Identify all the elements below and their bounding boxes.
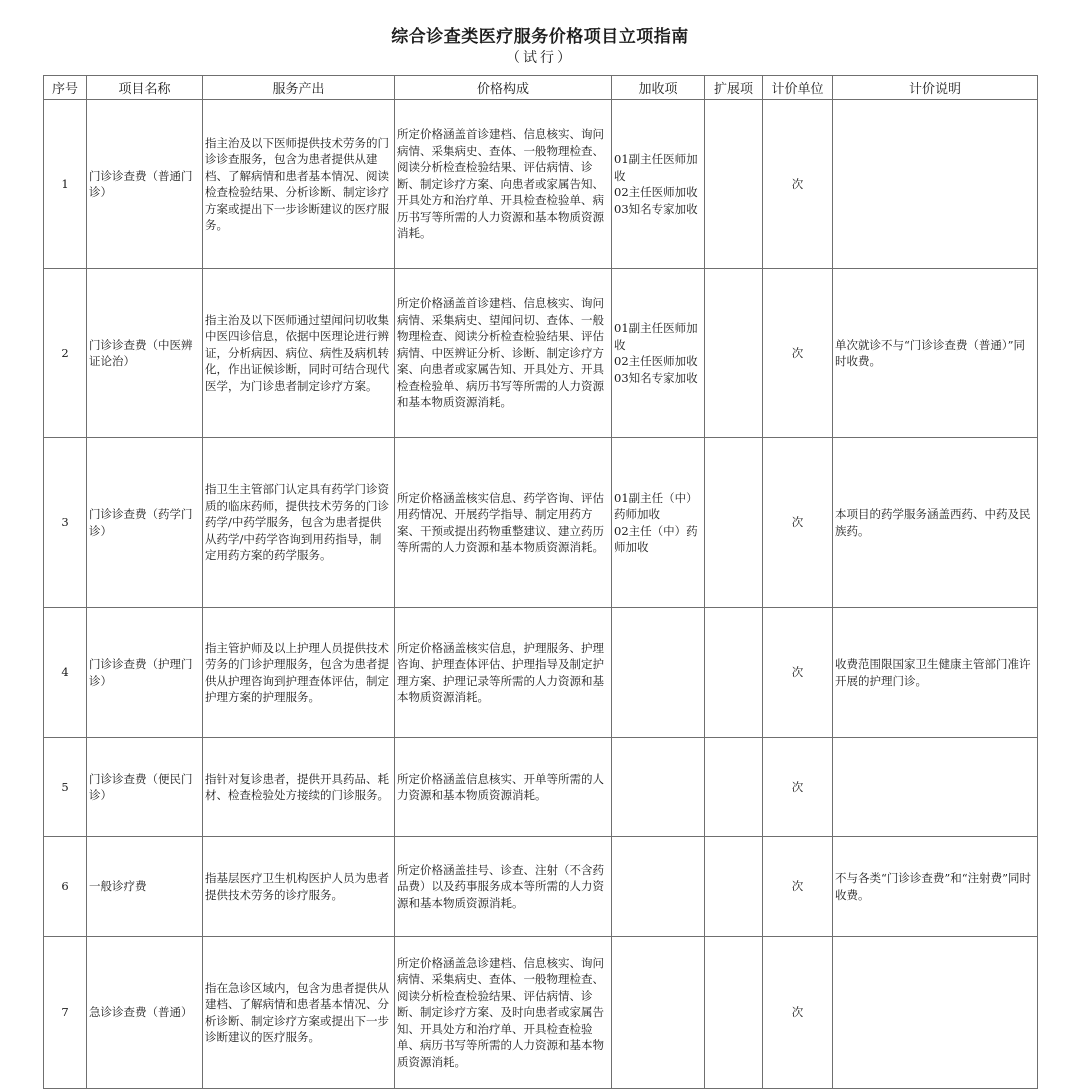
price-composition: 所定价格涵盖核实信息、药学咨询、评估用药情况、开展药学指导、制定用药方案、干预或提出药物重整建议、建立药历等所需的人力资源和基本物质资源消耗。 xyxy=(395,438,612,608)
surcharge-items xyxy=(612,608,705,738)
table-row xyxy=(44,269,1038,438)
surcharge-item: 03知名专家加收 xyxy=(614,370,698,385)
surcharge-items xyxy=(612,438,705,608)
pricing-unit: 次 xyxy=(763,438,833,608)
service-output: 指主管护师及以上护理人员提供技术劳务的门诊护理服务，包含为患者提供从护理咨询到护理查体评估，制定护理方案的护理服务。 xyxy=(203,608,395,738)
header-cell-no: 序号 xyxy=(44,76,87,100)
price-composition: 所定价格涵盖信息核实、开单等所需的人力资源和基本物质资源消耗。 xyxy=(395,738,612,837)
surcharge-items xyxy=(612,738,705,837)
surcharge-item: 02主任医师加收 xyxy=(614,354,698,368)
surcharge-items xyxy=(612,937,705,1089)
service-output: 指针对复诊患者，提供开具药品、耗材、检查检验处方接续的门诊服务。 xyxy=(203,738,395,837)
pricing-note xyxy=(833,738,1038,837)
surcharge-items xyxy=(612,269,705,438)
table-row xyxy=(44,937,1038,1089)
item-name: 门诊诊查费（护理门诊） xyxy=(87,608,203,738)
header-cell-extra: 加收项 xyxy=(612,76,705,100)
price-composition: 所定价格涵盖首诊建档、信息核实、询问病情、采集病史、查体、一般物理检查、阅读分析检查检验结果、评估病情、诊断、制定诊疗方案、向患者或家属告知、开具处方和治疗单、开具检查检验单、病历书写等所需的人力资源和基本物质资源消耗。 xyxy=(395,100,612,269)
header-cell-note: 计价说明 xyxy=(833,76,1038,100)
expansion-items xyxy=(705,608,763,738)
pricing-unit: 次 xyxy=(763,269,833,438)
pricing-note xyxy=(833,100,1038,269)
header-cell-price: 价格构成 xyxy=(395,76,612,100)
service-output: 指在急诊区域内，包含为患者提供从建档、了解病情和患者基本情况、分析诊断、制定诊疗方案或提出下一步诊断建议的医疗服务。 xyxy=(203,937,395,1089)
surcharge-item: 03知名专家加收 xyxy=(614,201,698,216)
row-number: 3 xyxy=(44,438,87,608)
pricing-unit: 次 xyxy=(763,738,833,837)
row-number: 2 xyxy=(44,269,87,438)
price-composition: 所定价格涵盖首诊建档、信息核实、询问病情、采集病史、望闻问切、查体、一般物理检查、阅读分析检查检验结果、评估病情、中医辨证分析、诊断、制定诊疗方案、向患者或家属告知、开具处方、开具检查检验单、病历书写等所需的人力资源和基本物质资源消耗。 xyxy=(395,269,612,438)
price-composition: 所定价格涵盖急诊建档、信息核实、询问病情、采集病史、查体、一般物理检查、阅读分析检查检验结果、评估病情、诊断、制定诊疗方案、及时向患者或家属告知、开具处方和治疗单、开具检查检验单、病历书写等所需的人力资源和基本物质资源消耗。 xyxy=(395,937,612,1089)
expansion-items xyxy=(705,100,763,269)
table-row xyxy=(44,438,1038,608)
document-subtitle: （试行） xyxy=(506,50,574,66)
table-row xyxy=(44,738,1038,837)
pricing-note: 不与各类“门诊诊查费”和“注射费”同时收费。 xyxy=(833,837,1038,937)
table-header-row xyxy=(44,76,1038,100)
item-name: 门诊诊查费（中医辨证论治） xyxy=(87,269,203,438)
row-number: 5 xyxy=(44,738,87,837)
surcharge-items xyxy=(612,100,705,269)
surcharge-item: 01副主任（中）药师加收 xyxy=(614,490,698,521)
service-output: 指卫生主管部门认定具有药学门诊资质的临床药师，提供技术劳务的门诊药学/中药学服务，包含为患者提供从药学/中药学咨询到用药指导，制定用药方案的药学服务。 xyxy=(203,438,395,608)
item-name: 门诊诊查费（普通门诊） xyxy=(87,100,203,269)
row-number: 1 xyxy=(44,100,87,269)
surcharge-item: 01副主任医师加收 xyxy=(614,152,698,183)
expansion-items xyxy=(705,269,763,438)
header-cell-output: 服务产出 xyxy=(203,76,395,100)
item-name: 急诊诊查费（普通） xyxy=(87,937,203,1089)
price-composition: 所定价格涵盖核实信息，护理服务、护理咨询、护理查体评估、护理指导及制定护理方案、护理记录等所需的人力资源和基本物质资源消耗。 xyxy=(395,608,612,738)
row-number: 7 xyxy=(44,937,87,1089)
row-number: 6 xyxy=(44,837,87,937)
pricing-note: 单次就诊不与“门诊诊查费（普通）”同时收费。 xyxy=(833,269,1038,438)
pricing-note xyxy=(833,937,1038,1089)
header-cell-expand: 扩展项 xyxy=(705,76,763,100)
table-row xyxy=(44,608,1038,738)
expansion-items xyxy=(705,438,763,608)
header-cell-name: 项目名称 xyxy=(87,76,203,100)
pricing-table xyxy=(43,75,1038,1089)
surcharge-item: 02主任（中）药师加收 xyxy=(614,523,698,554)
expansion-items xyxy=(705,937,763,1089)
service-output: 指主治及以下医师通过望闻问切收集中医四诊信息，依据中医理论进行辨证，分析病因、病位、病性及病机转化，作出证候诊断，同时可结合现代医学，为门诊患者制定诊疗方案。 xyxy=(203,269,395,438)
item-name: 门诊诊查费（药学门诊） xyxy=(87,438,203,608)
header-cell-unit: 计价单位 xyxy=(763,76,833,100)
expansion-items xyxy=(705,837,763,937)
pricing-note: 收费范围限国家卫生健康主管部门准许开展的护理门诊。 xyxy=(833,608,1038,738)
surcharge-item: 02主任医师加收 xyxy=(614,185,698,199)
pricing-note: 本项目的药学服务涵盖西药、中药及民族药。 xyxy=(833,438,1038,608)
row-number: 4 xyxy=(44,608,87,738)
pricing-unit: 次 xyxy=(763,100,833,269)
pricing-unit: 次 xyxy=(763,608,833,738)
table-row xyxy=(44,837,1038,937)
pricing-unit: 次 xyxy=(763,837,833,937)
expansion-items xyxy=(705,738,763,837)
document-title: 综合诊查类医疗服务价格项目立项指南 xyxy=(391,27,689,47)
item-name: 门诊诊查费（便民门诊） xyxy=(87,738,203,837)
price-composition: 所定价格涵盖挂号、诊查、注射（不含药品费）以及药事服务成本等所需的人力资源和基本物质资源消耗。 xyxy=(395,837,612,937)
surcharge-items xyxy=(612,837,705,937)
pricing-unit: 次 xyxy=(763,937,833,1089)
table-row xyxy=(44,100,1038,269)
service-output: 指基层医疗卫生机构医护人员为患者提供技术劳务的诊疗服务。 xyxy=(203,837,395,937)
service-output: 指主治及以下医师提供技术劳务的门诊诊查服务，包含为患者提供从建档、了解病情和患者基本情况、阅读检查检验结果、分析诊断、制定诊疗方案或提出下一步诊断建议的医疗服务。 xyxy=(203,100,395,269)
item-name: 一般诊疗费 xyxy=(87,837,203,937)
surcharge-item: 01副主任医师加收 xyxy=(614,321,698,352)
